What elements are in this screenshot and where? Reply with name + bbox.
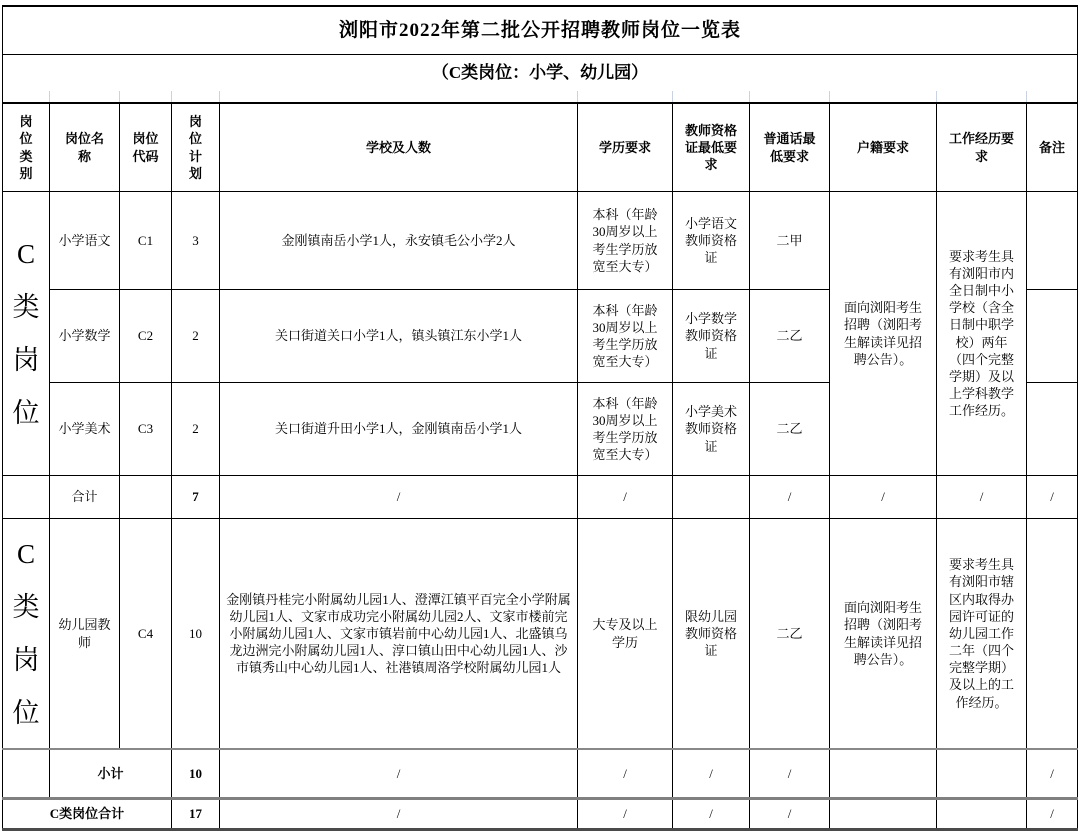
c3-mandarin-cell: 二乙 [750,383,830,476]
slash-cell-remark: / [1027,749,1078,799]
c1-mandarin-cell: 二甲 [750,192,830,290]
remark-cell-c3 [1027,383,1078,476]
remark-cell-c2 [1027,290,1078,383]
household-cell-primary: 面向浏阳考生招聘（浏阳考生解读详见招聘公告）。 [830,192,937,476]
slash-cell-education: / [578,749,673,799]
slash-cell-certificate: / [673,799,750,830]
c2-mandarin-cell: 二乙 [750,290,830,383]
header-education: 学历要求 [578,103,673,192]
empty-category-cell [3,749,50,799]
slash-cell-education: / [578,799,673,830]
experience-cell-primary: 要求考生具有浏阳市内全日制中小学校（含全日制中职学校）两年（四个完整学期）及以上学科教学工作经历。 [937,192,1027,476]
header-remark: 备注 [1027,103,1078,192]
remark-cell-c1 [1027,192,1078,290]
slash-cell-remark: / [1027,476,1078,519]
c2-education-cell: 本科（年龄30周岁以上考生学历放宽至大专） [578,290,673,383]
c4-certificate-cell: 限幼儿园教师资格证 [673,519,750,750]
slash-cell-schools: / [220,799,578,830]
household-cell-kindergarten: 面向浏阳考生招聘（浏阳考生解读详见招聘公告）。 [830,519,937,750]
c3-plan-cell: 2 [172,383,220,476]
spacer-cell [1027,91,1078,103]
subtotal-row-primary [3,476,1078,519]
spacer-cell [220,91,578,103]
header-position-plan: 岗位计划 [172,103,220,192]
page-subtitle: （C类岗位：小学、幼儿园） [3,55,1078,92]
c2-name-cell: 小学数学 [50,290,120,383]
category-cell-primary: C 类 岗 位 [3,192,50,476]
spacer-cell [937,91,1027,103]
spacer-cell [172,91,220,103]
header-household: 户籍要求 [830,103,937,192]
remark-cell-c4 [1027,519,1078,750]
page-title: 浏阳市2022年第二批公开招聘教师岗位一览表 [3,6,1078,55]
primary-subtotal-label-cell: 合计 [50,476,120,519]
c4-mandarin-cell: 二乙 [750,519,830,750]
recruitment-table [2,5,1078,831]
empty-code-cell [120,476,172,519]
slash-cell-education: / [578,476,673,519]
header-position-category: 岗位类别 [3,103,50,192]
c4-education-cell: 大专及以上学历 [578,519,673,750]
slash-cell-household: / [830,476,937,519]
subtotal-row-kindergarten [3,749,1078,799]
c3-name-cell: 小学美术 [50,383,120,476]
slash-cell-schools: / [220,476,578,519]
c3-certificate-cell: 小学美术教师资格证 [673,383,750,476]
c4-code-cell: C4 [120,519,172,750]
header-schools: 学校及人数 [220,103,578,192]
empty-category-cell [3,476,50,519]
header-certificate: 教师资格证最低要求 [673,103,750,192]
header-experience: 工作经历要求 [937,103,1027,192]
spacer-cell [578,91,673,103]
slash-cell-schools: / [220,749,578,799]
category-cell-kindergarten: C 类 岗 位 [3,519,50,750]
c4-name-cell: 幼儿园教师 [50,519,120,750]
header-row [3,103,1078,192]
row-c4 [3,519,1078,750]
empty-household-cell [830,749,937,799]
slash-cell-experience: / [937,476,1027,519]
header-position-name: 岗位名称 [50,103,120,192]
row-c1 [3,192,1078,290]
primary-subtotal-plan-cell: 7 [172,476,220,519]
experience-cell-kindergarten: 要求考生具有浏阳市辖区内取得办园许可证的幼儿园工作二年（四个完整学期）及以上的工作经历。 [937,519,1027,750]
c3-schools-cell: 关口街道升田小学1人，金刚镇南岳小学1人 [220,383,578,476]
spacer-row [3,91,1078,103]
c3-code-cell: C3 [120,383,172,476]
c2-certificate-cell: 小学数学教师资格证 [673,290,750,383]
empty-certificate-cell [673,476,750,519]
c4-plan-cell: 10 [172,519,220,750]
c1-schools-cell: 金刚镇南岳小学1人，永安镇毛公小学2人 [220,192,578,290]
grand-total-row [3,799,1078,830]
grand-total-plan-cell: 17 [172,799,220,830]
c2-code-cell: C2 [120,290,172,383]
spacer-cell [120,91,172,103]
spacer-cell [50,91,120,103]
spacer-cell [830,91,937,103]
c1-name-cell: 小学语文 [50,192,120,290]
empty-experience-cell [937,799,1027,830]
slash-cell-mandarin: / [750,749,830,799]
header-position-code: 岗位代码 [120,103,172,192]
c2-plan-cell: 2 [172,290,220,383]
spacer-cell [673,91,750,103]
slash-cell-mandarin: / [750,476,830,519]
c1-code-cell: C1 [120,192,172,290]
spacer-cell [750,91,830,103]
c3-education-cell: 本科（年龄30周岁以上考生学历放宽至大专） [578,383,673,476]
c1-certificate-cell: 小学语文教师资格证 [673,192,750,290]
kindergarten-subtotal-label-cell: 小计 [50,749,172,799]
kindergarten-subtotal-plan-cell: 10 [172,749,220,799]
empty-household-cell [830,799,937,830]
header-mandarin: 普通话最低要求 [750,103,830,192]
c2-schools-cell: 关口街道关口小学1人，镇头镇江东小学1人 [220,290,578,383]
c1-plan-cell: 3 [172,192,220,290]
empty-experience-cell [937,749,1027,799]
slash-cell-remark: / [1027,799,1078,830]
c4-schools-cell: 金刚镇丹桂完小附属幼儿园1人、澄潭江镇平百完全小学附属幼儿园1人、文家市成功完小附属幼儿园2人、文家市楼前完小附属幼儿园1人、文家市镇岩前中心幼儿园1人、北盛镇乌龙边洲完小附属幼儿园1人、淳口镇山田中心幼儿园1人、沙市镇秀山中心幼儿园1人、社港镇周洛学校附属幼儿园1人 [220,519,578,750]
grand-total-label-cell: C类岗位合计 [3,799,172,830]
slash-cell-certificate: / [673,749,750,799]
c1-education-cell: 本科（年龄30周岁以上考生学历放宽至大专） [578,192,673,290]
slash-cell-mandarin: / [750,799,830,830]
spacer-cell [3,91,50,103]
